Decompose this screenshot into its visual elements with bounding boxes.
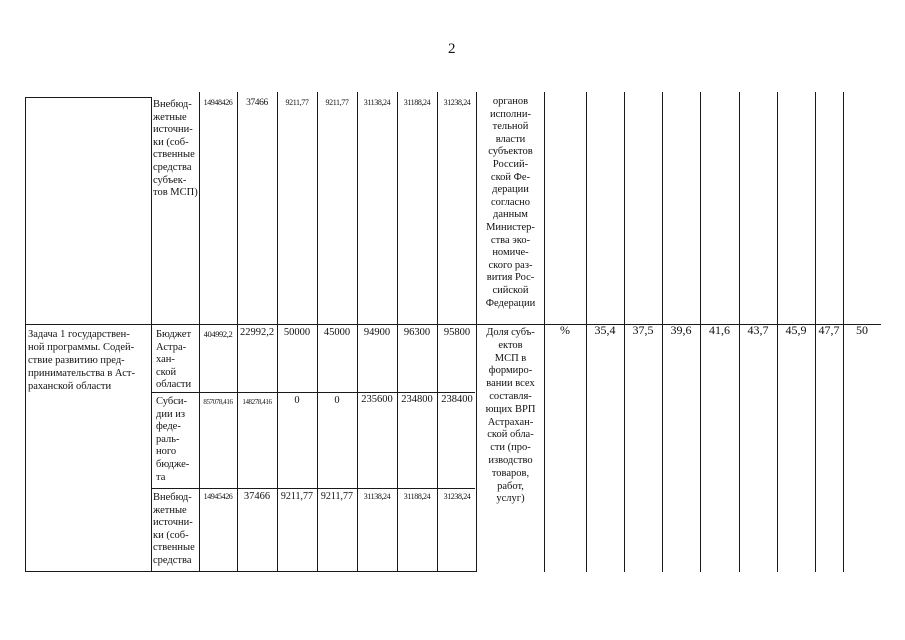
task-label: Задача 1 государствен- ной программы. Содей- ствие развитию пред- принимательства в Аст- раханской области xyxy=(28,329,135,392)
target-value: 43,7 xyxy=(747,323,769,337)
source-label: Внебюд- жетные источни- ки (соб- ственные средства субъек- тов МСП) xyxy=(153,99,198,199)
value-cell: 0 xyxy=(334,395,340,406)
value-cell: 14945426 xyxy=(203,492,233,501)
source-label: Внебюд- жетные источни- ки (соб- ственные средства xyxy=(153,492,195,566)
source-label: Субси- дии из феде- раль- ного бюдже- та xyxy=(156,396,190,483)
row-divider xyxy=(25,97,151,98)
value-cell: 9211,77 xyxy=(325,98,349,107)
value-cell: 22992,2 xyxy=(239,327,275,338)
page-number: 2 xyxy=(448,41,456,57)
value-cell: 37466 xyxy=(243,491,271,502)
value-cell: 31188,24 xyxy=(403,492,431,501)
target-value: 39,6 xyxy=(670,323,692,337)
value-cell: 9211,77 xyxy=(320,491,354,502)
value-cell: 0 xyxy=(294,395,300,406)
target-value: 47,7 xyxy=(818,323,840,337)
value-cell: 45000 xyxy=(323,327,351,338)
target-value: 45,9 xyxy=(785,323,807,337)
value-cell: 31238,24 xyxy=(443,98,471,107)
value-cell: 9211,77 xyxy=(285,98,309,107)
col-divider xyxy=(25,97,26,572)
value-cell: 31188,24 xyxy=(403,98,431,107)
value-cell: 148278,416 xyxy=(242,398,272,406)
value-cell: 94900 xyxy=(363,327,391,338)
target-value: 37,5 xyxy=(632,323,654,337)
target-value: 50 xyxy=(856,323,868,337)
target-value: 41,6 xyxy=(709,323,730,337)
value-cell: 31138,24 xyxy=(363,492,391,501)
value-cell: 31138,24 xyxy=(363,98,391,107)
value-cell: 235600 xyxy=(361,394,393,405)
value-cell: 9211,77 xyxy=(280,491,314,502)
value-cell: 96300 xyxy=(403,327,431,338)
unit-cell: % xyxy=(560,323,570,337)
value-cell: 50000 xyxy=(283,327,311,338)
target-value: 35,4 xyxy=(594,323,616,337)
value-cell: 234800 xyxy=(401,394,433,405)
value-cell: 37466 xyxy=(246,98,268,108)
row-divider xyxy=(25,571,477,572)
col-divider xyxy=(151,97,152,572)
value-cell: 404992,2 xyxy=(203,329,233,339)
source-label: Бюджет Астра- хан- ской области xyxy=(156,329,192,391)
value-cell: 238400 xyxy=(441,394,473,405)
value-cell: 857078,416 xyxy=(203,398,233,406)
indicator-text: Доля субъ- ектов МСП в формиро- вании всех составля- ющих ВРП Астрахан- ской обла- сти (про- изводство товаров, работ, услуг) xyxy=(485,327,536,505)
value-cell: 95800 xyxy=(443,327,471,338)
value-cell: 14948426 xyxy=(203,98,233,107)
value-cell: 31238,24 xyxy=(443,492,471,501)
indicator-text: органов исполни- тельной власти субъектов Россий- ской Фе- дерации согласно данным Министер- ства эко- номиче- ского раз- вития Рос- сийской Федерации xyxy=(485,96,536,309)
